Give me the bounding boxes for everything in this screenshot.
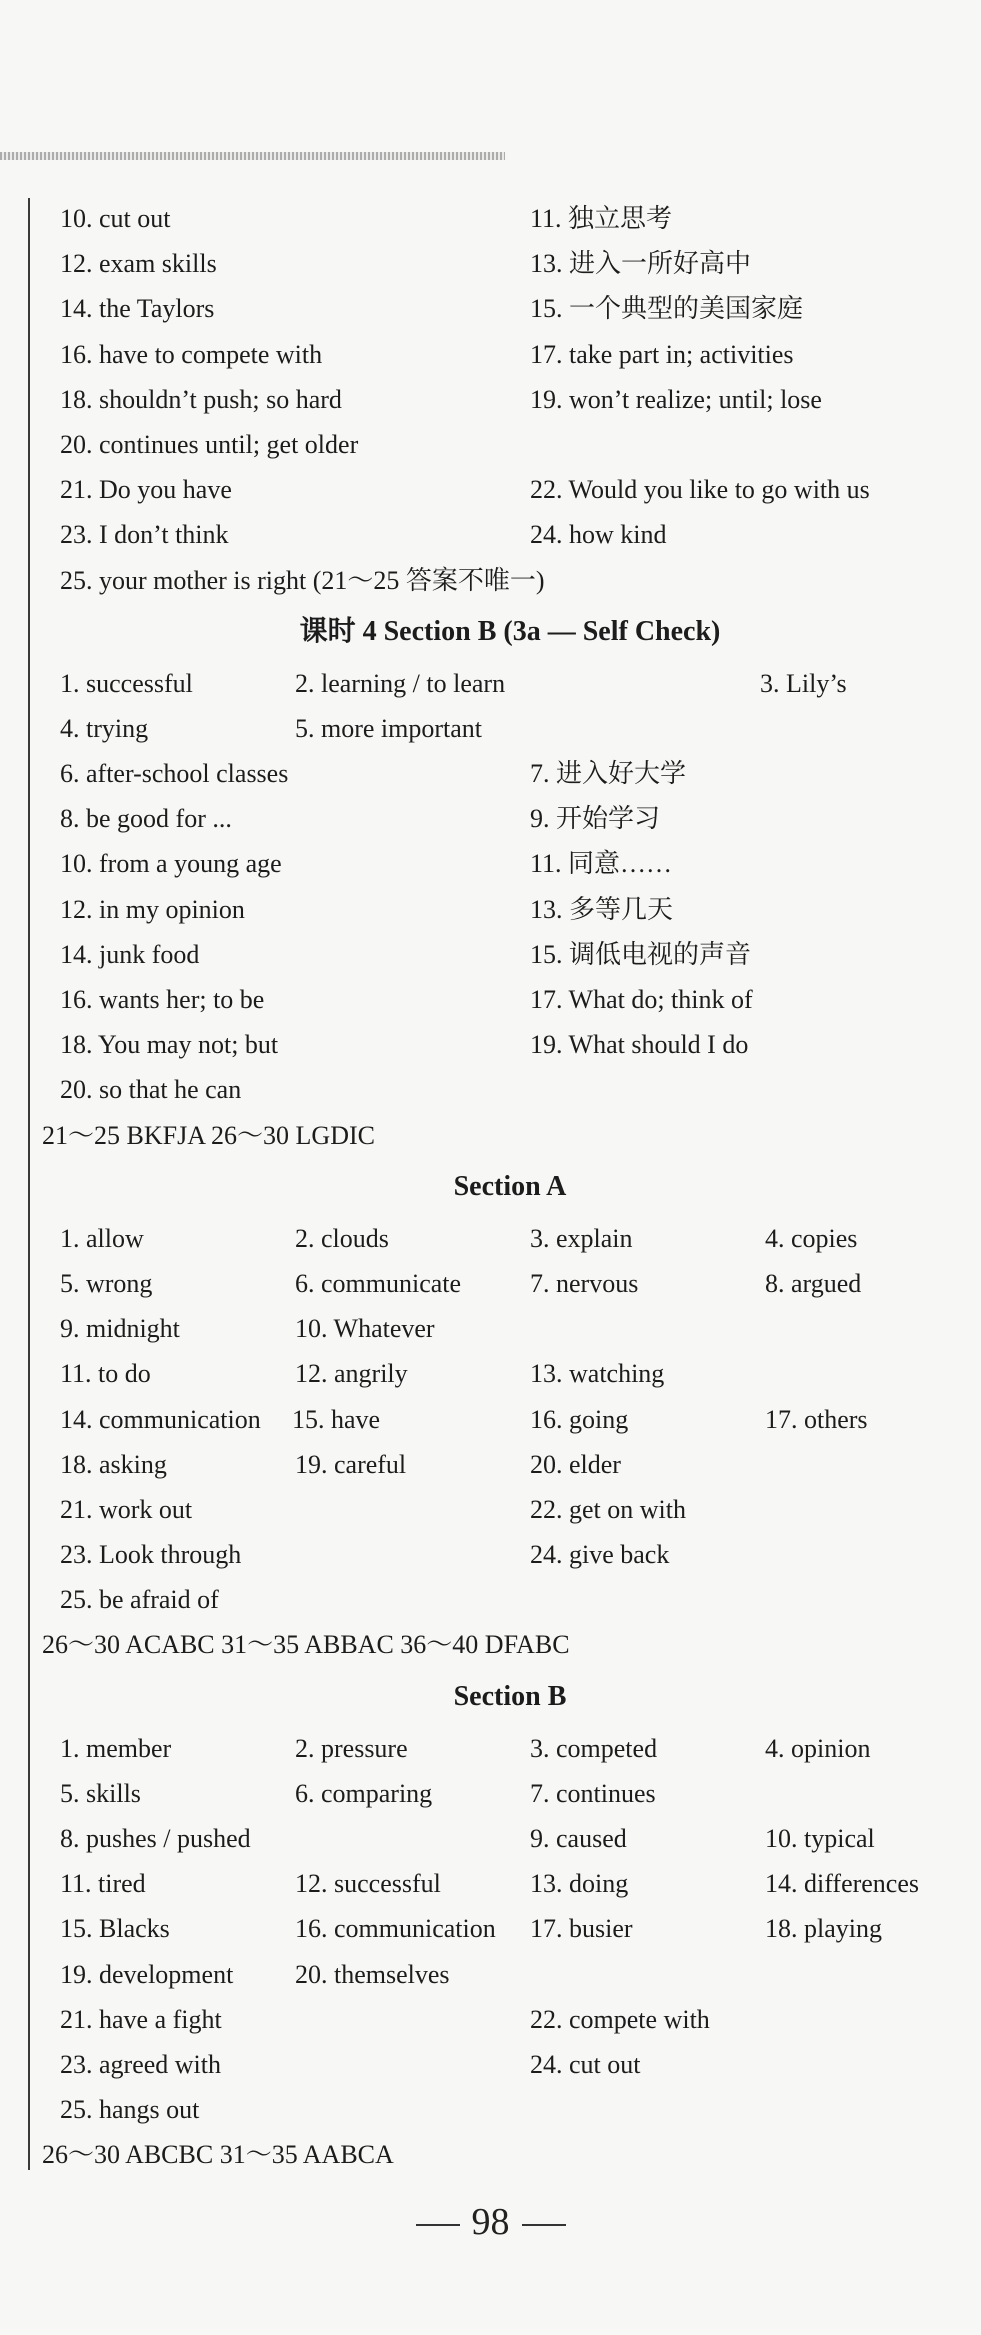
answer-item: 16. wants her; to be [60, 985, 265, 1014]
answer-row [60, 887, 960, 932]
section-b-title: Section B [453, 1680, 567, 1712]
answer-item: 13. doing [530, 1869, 629, 1899]
answer-item: 14. the Taylors [60, 294, 215, 324]
answer-item: 24. cut out [530, 2049, 641, 2079]
answer-item: 15. have [292, 1404, 381, 1434]
lesson4-answers [42, 661, 960, 1158]
answer-item: 6. after-school classes [60, 759, 289, 789]
answer-row [42, 1622, 960, 1667]
answer-item: 16. have to compete with [60, 339, 323, 369]
answer-item: 14. communication [60, 1404, 261, 1434]
answer-row [60, 1771, 960, 1816]
answer-row [60, 1397, 960, 1442]
answer-row [60, 1861, 960, 1906]
answer-item: 14. differences [765, 1869, 920, 1899]
multiple-choice-answers: 26～30 ACABC 31～35 ABBAC 36～40 DFABC [42, 1630, 570, 1660]
answer-row [42, 1113, 960, 1158]
answer-item: 22. Would you like to go with us [530, 475, 870, 505]
answer-row [60, 1351, 960, 1396]
answer-item: 11. 同意…… [530, 849, 673, 879]
answer-item: 9. caused [530, 1824, 627, 1853]
answer-item: 6. comparing [295, 1778, 433, 1808]
answer-item: 12. angrily [295, 1359, 408, 1389]
answer-item: 17. take part in; activities [530, 339, 794, 369]
answer-row [60, 196, 960, 241]
answer-item: 15. Blacks [60, 1914, 170, 1944]
top-decorative-rule [0, 152, 505, 160]
answer-item: 3. competed [530, 1733, 658, 1763]
answer-item: 14. junk food [60, 939, 200, 969]
answer-row [60, 1997, 960, 2042]
answer-item: 22. get on with [530, 1494, 686, 1524]
answer-item: 10. cut out [60, 204, 171, 233]
answer-item: 19. What should I do [530, 1030, 749, 1060]
answer-item: 1. allow [60, 1223, 144, 1253]
answer-row [60, 1532, 960, 1577]
answer-row [60, 1952, 960, 1997]
answer-row [60, 1487, 960, 1532]
answer-row [60, 1261, 960, 1306]
page-number-footer [0, 2200, 981, 2244]
answer-item: 20. continues until; get older [60, 429, 359, 459]
footer-dash-right [522, 2224, 566, 2226]
answer-item: 18. asking [60, 1449, 167, 1479]
answer-row [60, 1577, 960, 1622]
answer-item: 15. 调低电视的声音 [530, 939, 752, 969]
answer-item: 20. elder [530, 1449, 621, 1479]
answer-item: 20. themselves [295, 1959, 450, 1989]
answer-row [60, 706, 960, 751]
answer-item: 7. nervous [530, 1268, 639, 1298]
answer-item: 5. more important [295, 713, 483, 743]
answer-item: 19. development [60, 1959, 234, 1989]
answer-item: 3. Lily’s [760, 668, 847, 698]
answer-row [60, 2042, 960, 2087]
multiple-choice-answers: 26～30 ABCBC 31～35 AABCA [42, 2140, 394, 2170]
answer-item: 2. learning / to learn [295, 668, 506, 698]
answer-item: 25. hangs out [60, 2095, 200, 2125]
answer-item: 10. Whatever [295, 1314, 435, 1344]
answer-item: 23. I don’t think [60, 520, 229, 550]
answer-row [60, 558, 960, 603]
multiple-choice-answers: 21～25 BKFJA 26～30 LGDIC [42, 1120, 375, 1150]
answer-row [60, 512, 960, 557]
answer-item: 8. argued [765, 1268, 862, 1298]
page-number: 98 [471, 2201, 510, 2243]
answer-item: 16. going [530, 1404, 629, 1434]
answer-row [60, 1067, 960, 1112]
answer-row [60, 1216, 960, 1261]
answer-item: 25. your mother is right (21～25 答案不唯一) [60, 565, 545, 595]
answer-item: 2. clouds [295, 1223, 389, 1253]
answer-key [42, 196, 960, 2178]
answer-item: 18. You may not; but [60, 1030, 279, 1060]
answer-row [60, 1906, 960, 1951]
answer-item: 23. Look through [60, 1540, 242, 1570]
answer-item: 19. won’t realize; until; lose [530, 384, 822, 414]
answer-item: 8. pushes / pushed [60, 1824, 251, 1853]
answer-item: 6. communicate [295, 1268, 462, 1298]
answer-row [60, 467, 960, 512]
answer-row [60, 661, 960, 706]
answer-item: 11. tired [60, 1869, 146, 1899]
answer-row [60, 377, 960, 422]
part1-answers [60, 196, 960, 603]
answer-row [60, 796, 960, 841]
answer-item: 18. shouldn’t push; so hard [60, 384, 342, 414]
answer-item: 13. 进入一所好高中 [530, 249, 752, 279]
section-a-answers [42, 1216, 960, 1668]
section-a-title: Section A [453, 1170, 567, 1202]
answer-item: 10. from a young age [60, 849, 282, 879]
answer-item: 19. careful [295, 1449, 407, 1479]
answer-item: 4. opinion [765, 1733, 871, 1763]
answer-item: 18. playing [765, 1914, 882, 1944]
answer-row [60, 977, 960, 1022]
answer-item: 11. 独立思考 [530, 204, 673, 233]
left-margin-rule [28, 198, 30, 2170]
answer-item: 4. copies [765, 1223, 858, 1253]
answer-item: 22. compete with [530, 2004, 710, 2034]
answer-row [60, 841, 960, 886]
answer-item: 12. successful [295, 1869, 441, 1899]
answer-item: 1. member [60, 1733, 172, 1763]
answer-item: 24. give back [530, 1540, 670, 1570]
section-b-answers [42, 1726, 960, 2178]
answer-item: 12. exam skills [60, 249, 217, 279]
answer-row [60, 1816, 960, 1861]
answer-row [60, 1022, 960, 1067]
answer-item: 9. midnight [60, 1314, 180, 1344]
answer-item: 12. in my opinion [60, 894, 245, 924]
answer-row [60, 332, 960, 377]
answer-row [60, 751, 960, 796]
answer-item: 5. skills [60, 1778, 141, 1808]
answer-item: 2. pressure [295, 1733, 408, 1763]
answer-item: 24. how kind [530, 520, 667, 550]
answer-item: 10. typical [765, 1824, 875, 1853]
answer-item: 16. communication [295, 1914, 496, 1944]
lesson4-title: 课时 4 Section B (3a — Self Check) [299, 615, 721, 647]
answer-item: 13. watching [530, 1359, 665, 1389]
answer-row [60, 1306, 960, 1351]
answer-row [60, 241, 960, 286]
answer-item: 3. explain [530, 1223, 633, 1253]
answer-row [60, 286, 960, 331]
answer-row [60, 1726, 960, 1771]
answer-item: 25. be afraid of [60, 1585, 219, 1615]
answer-item: 4. trying [60, 713, 149, 743]
answer-row [60, 2087, 960, 2132]
answer-item: 1. successful [60, 668, 193, 698]
answer-item: 20. so that he can [60, 1075, 242, 1105]
answer-item: 8. be good for ... [60, 804, 232, 834]
answer-item: 15. 一个典型的美国家庭 [530, 294, 804, 324]
answer-item: 23. agreed with [60, 2049, 222, 2079]
answer-item: 17. What do; think of [530, 985, 753, 1014]
answer-item: 13. 多等几天 [530, 894, 674, 924]
answer-item: 17. busier [530, 1914, 633, 1944]
answer-item: 17. others [765, 1404, 868, 1434]
answer-item: 7. continues [530, 1778, 656, 1808]
answer-item: 21. Do you have [60, 475, 232, 505]
footer-dash-left [416, 2224, 460, 2226]
answer-item: 7. 进入好大学 [530, 759, 687, 789]
answer-row [60, 932, 960, 977]
answer-row [60, 1442, 960, 1487]
answer-item: 11. to do [60, 1359, 151, 1389]
answer-item: 21. have a fight [60, 2004, 222, 2034]
answer-item: 9. 开始学习 [530, 804, 661, 834]
answer-row [60, 422, 960, 467]
answer-row [42, 2132, 960, 2177]
answer-item: 5. wrong [60, 1268, 153, 1298]
answer-item: 21. work out [60, 1494, 193, 1524]
